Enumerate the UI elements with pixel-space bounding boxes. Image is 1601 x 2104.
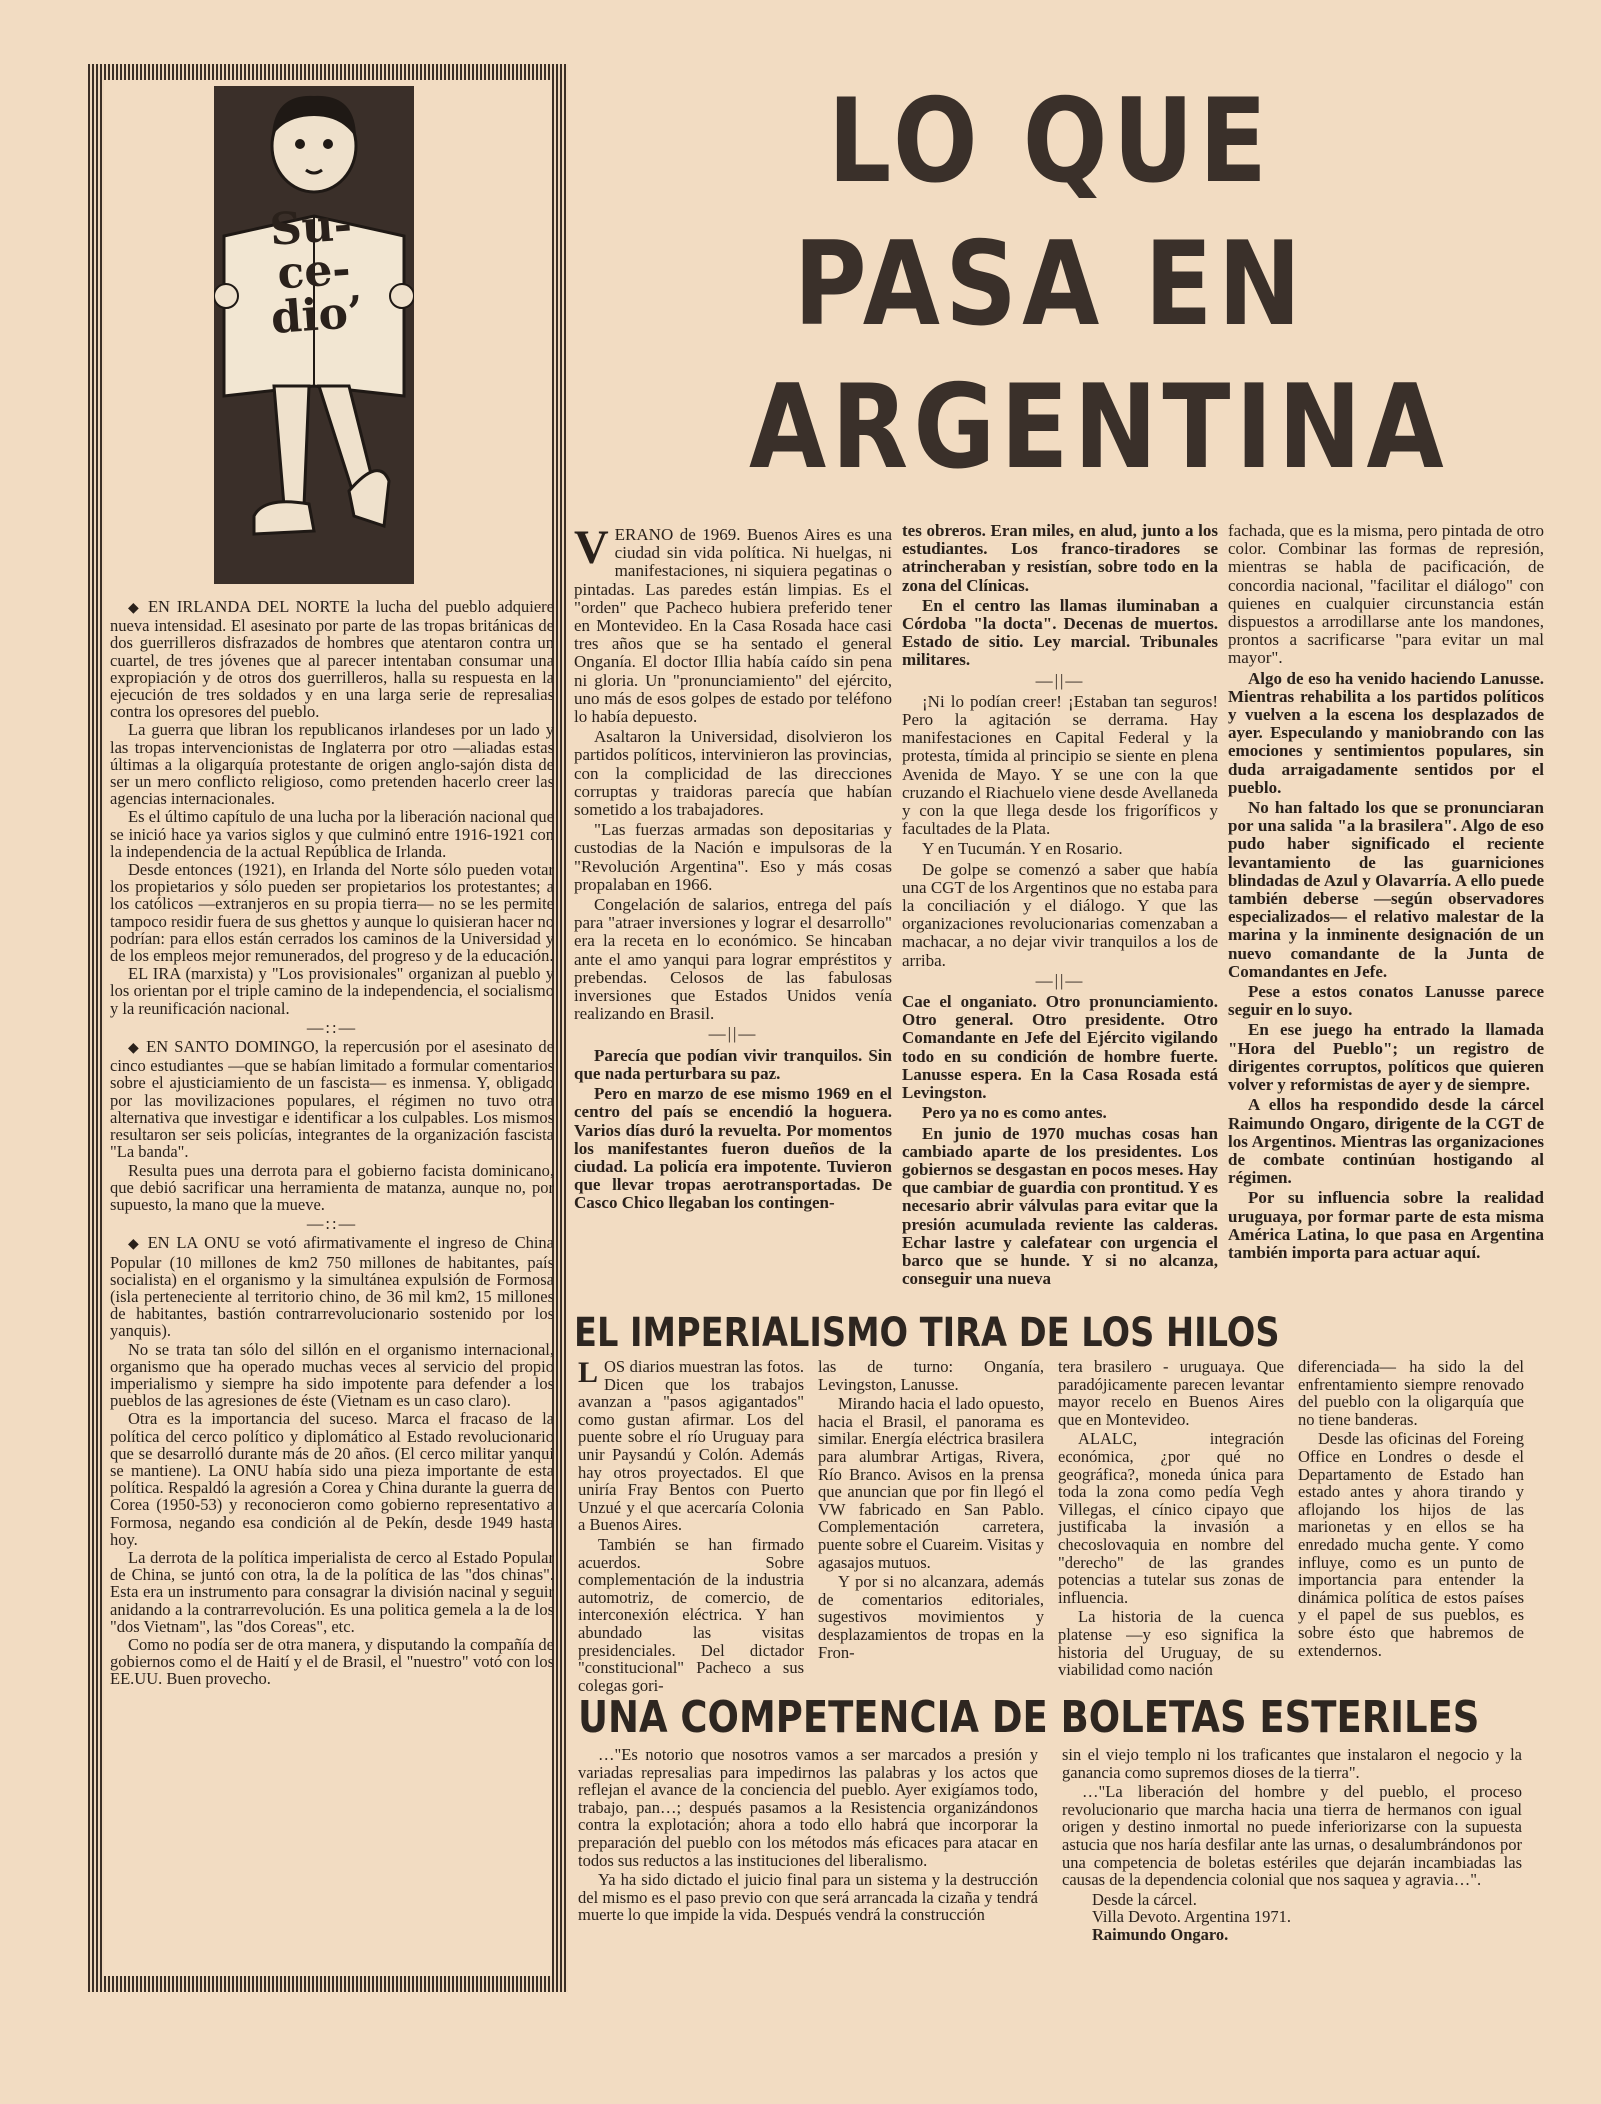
- sidebar-paragraph: Como no podía ser de otra manera, y disputando la compañía de gobiernos como el de Haití y el de Brasil, el "nuestro" votó con los EE.UU. Buen provecho.: [110, 1634, 554, 1689]
- article-paragraph: las de turno: Onganía, Levingston, Lanusse.: [818, 1357, 1044, 1394]
- article-paragraph: ¡Ni lo podían creer! ¡Estaban tan seguros! Pero la agitación se derrama. Hay manifestaciones en Capital Federal y la protesta, tímida al principio se siente en plena Avenida de Mayo. Y se une con la que cruzando el Riachuelo viene desde Avellaneda y con la que llega desde los frigoríficos y facultades de la Plata.: [902, 691, 1218, 839]
- imperialismo-title: EL IMPERIALISMO TIRA DE LOS HILOS: [574, 1310, 1280, 1356]
- headline-line-2: PASA EN: [793, 217, 1307, 352]
- article-paragraph: Mirando hacia el lado opuesto, hacia el Brasil, el panorama es similar. Energía eléctrica brasilera para alumbrar Artigas, Rivera, Río Branco. Avisos en la prensa que anuncian que por fin llegó el VW fabricado en San Pablo. Complementación carretera, puente sobre el Cuareim. Visitas y agasajos mutuos.: [818, 1394, 1044, 1572]
- signature-line: Desde la cárcel.: [1092, 1889, 1197, 1909]
- article-paragraph: Pero ya no es como antes.: [922, 1103, 1107, 1123]
- article-paragraph: tera brasilero - uruguaya. Que paradójicamente parecen levantar mayor recelo en Buenos Aires que en Montevideo.: [1058, 1357, 1284, 1429]
- article-paragraph: "Las fuerzas armadas son depositarias y custodias de la Nación e impulsoras de la "Revolución Argentina". Eso y más cosas propalaban en 1966.: [574, 820, 892, 894]
- article-paragraph: VERANO de 1969. Buenos Aires es una ciudad sin vida política. Ni huelgas, ni manifestaciones, ni siquiera pegatinas o pintadas. Las paredes están limpias. Es el "orden" que Pacheco hubiera preferido tener en Montevideo. En la Casa Rosada hace casi tres años que se ha sentado el general Onganía. El doctor Illia había caído sin pena ni gloria. Un "pronunciamiento" del ejército, uno más de esos golpes de estado por teléfono lo había depuesto.: [574, 521, 892, 727]
- section-separator: —||—: [1035, 970, 1085, 990]
- article-paragraph: Por su influencia sobre la realidad uruguaya, por formar parte de esta misma América Latina, lo que pasa en Argentina también importa para actuar aquí.: [1228, 1188, 1544, 1262]
- article-paragraph: tes obreros. Eran miles, en alud, junto a los estudiantes. Los franco-tiradores se atrincheraban y resistían, sobre todo en la zona del Clínicas.: [902, 521, 1218, 595]
- signature-name: Raimundo Ongaro.: [1092, 1924, 1229, 1944]
- diamond-bullet-icon: ◆: [128, 601, 148, 616]
- sucedio-logo: [250, 199, 379, 345]
- imperialismo-col-1: [578, 1358, 804, 1696]
- article-paragraph: Cae el onganiato. Otro pronunciamiento. Otro general. Otro presidente. Otro Comandante en Jefe del Ejército vigilando todo en su condición de hombre fuerte. Lanusse espera. En la Casa Rosada está Levingston.: [902, 992, 1218, 1103]
- main-article-col-3: [1228, 522, 1544, 1264]
- article-paragraph: Pero en marzo de ese mismo 1969 en el centro del país se encendió la hoguera. Varios días duró la revuelta. Por momentos los manifestantes fueron dueños de la ciudad. La policía era impotente. Tuvieron que llevar tropas aerotransportadas. De Casco Chico llegaban los contingen-: [574, 1084, 892, 1213]
- section-separator: —||—: [708, 1024, 758, 1044]
- article-paragraph: Asaltaron la Universidad, disolvieron los partidos políticos, intervinieron las provincias, con la complicidad de las direcciones corruptas y traidoras parecía que habían sometido a los trabajadores.: [574, 727, 892, 820]
- drop-cap: L: [578, 1356, 599, 1389]
- article-paragraph: Ya ha sido dictado el juicio final para un sistema y la destrucción del mismo es el paso previo con que será arrancada la cizaña y tendrá muerte lo que impide la vida. Después vendrá la construcción: [578, 1870, 1038, 1925]
- article-paragraph: fachada, que es la misma, pero pintada de otro color. Combinar las formas de represión, mientras se habla de pacificación, de concordia nacional, "facilitar el diálogo" con quienes en cualquier circunstancia están dispuestos a arrodillarse ante los mandones, prontos a sacrificarse "para evitar un mal mayor".: [1228, 521, 1544, 668]
- article-paragraph: La historia de la cuenca platense —y eso significa la historia del Uruguay, de su viabilidad como nación: [1058, 1607, 1284, 1680]
- main-article-col-2: [902, 522, 1218, 1290]
- article-paragraph: También se han firmado acuerdos. Sobre complementación de la industria automotriz, de comercio, de interconexión eléctrica. Y han abundado las visitas presidenciales. Del dictador "constitucional" Pacheco a sus colegas gori-: [578, 1534, 804, 1695]
- headline-line-3: ARGENTINA: [749, 360, 1449, 495]
- headline-line-1: LO QUE: [827, 74, 1273, 209]
- article-paragraph: En ese juego ha entrado la llamada "Hora del Pueblo"; un registro de dirigentes corruptos, políticos que quieren volver y reformistas de ayer y de siempre.: [1228, 1020, 1544, 1095]
- signature-line: Villa Devoto. Argentina 1971.: [1092, 1907, 1291, 1927]
- article-paragraph: Algo de eso ha venido haciendo Lanusse. Mientras rehabilita a los partidos políticos y vuelven a la escena los desplazados de ayer. Especulando y maniobrando con las emociones y sentimientos populares, sin duda arraigadamente sentidos por el pueblo.: [1228, 668, 1544, 797]
- article-paragraph: En junio de 1970 muchas cosas han cambiado aparte de los presidentes. Los gobiernos se desgastan en pocos meses. Hay que cambiar de guardia con prontitud. Y es necesario abrir válvulas para evitar que la presión acumulada reviente las calderas. Echar lastre y calefatear con urgencia el barco que se hunde. Y si no alcanza, conseguir una nueva: [902, 1123, 1218, 1289]
- article-paragraph: Pese a estos conatos Lanusse parece seguir en lo suyo.: [1228, 982, 1544, 1020]
- signature-block: [1092, 1891, 1522, 1944]
- section-separator: —::—: [306, 1214, 358, 1234]
- article-paragraph: Desde las oficinas del Foreing Office en Londres o desde el Departamento de Estado han estado antes y ahora tirando y aflojando los hijos de las marionetas y en ellos se ha enredado mucha gente. Y como influye, como es un punto de importancia para entender la dinámica política de estos países y el papel de sus pueblos, es sobre ésto que habremos de extendernos.: [1298, 1429, 1524, 1660]
- article-paragraph: Congelación de salarios, entrega del país para "atraer inversiones y lograr el desarrollo" era la receta en lo económico. Se hincaban ante el amo yanqui para lograr empréstitos y prebendas. Celosos de las fabulosas inversiones que Estados Unidos venía realizando en Brasil.: [574, 895, 892, 1024]
- logo-line-2: ce-: [275, 243, 353, 300]
- article-paragraph: Parecía que podían vivir tranquilos. Sin que nada perturbara su paz.: [574, 1045, 892, 1083]
- main-article-col-1: [574, 521, 892, 1215]
- imperialismo-col-4: [1298, 1358, 1524, 1661]
- sidebar-text: [110, 598, 554, 1689]
- main-headline: [749, 70, 1449, 499]
- sidebar-paragraph: La derrota de la política imperialista de cerco al Estado Popular de China, se juntó con otra, la de la política de las "dos chinas". Esta era un instrumento para consagrar la división nacinal y seguir anidando a la contrarrevolución. Es una politica gemela a la de los "dos Vietnam", las "dos Coreas", etc.: [110, 1547, 554, 1636]
- sidebar-paragraph: Resulta pues una derrota para el gobierno facista dominicano, que debió sacrificar una herramienta de matanza, aunque no, por supuesto, la mano que la mueve.: [110, 1160, 554, 1214]
- sidebar-paragraph: Desde entonces (1921), en Irlanda del Norte sólo pueden votar los propietarios y sólo pueden ser propietarios los protestantes; a los católicos —extranjeros en su propia tierra— no se les permite tampoco residir fuera de sus ghettos y aunque lo quisieran hacer no podrían: para ellos están cerrados los caminos de la Universidad y de los empleos mejor remunerados, del progreso y de la educación.: [110, 860, 554, 966]
- sidebar-paragraph: ◆ EN IRLANDA DEL NORTE la lucha del pueblo adquiere nueva intensidad. El asesinato por parte de las tropas británicas de dos guerrilleros disfrazados de hombres que atentaron contra un cuartel, de tres jóvenes que al parecer intentaban consumar una expropiación y de otros dos guerrilleros, halla su respuesta en la ejecución de tres soldados y en una larga serie de represalias contra los opresores del pueblo.: [110, 597, 554, 722]
- diamond-bullet-icon: ◆: [128, 1237, 148, 1253]
- sidebar-paragraph: No se trata tan sólo del sillón en el organismo internacional, organismo que ha operado muchas veces al servicio del propio imperialismo y siempre ha sido impotente para defender a los pueblos de las agresiones de éste (Vietnam es un caso claro).: [110, 1339, 554, 1411]
- logo-line-3: dio’: [269, 286, 365, 345]
- sidebar-paragraph: EL IRA (marxista) y "Los provisionales" organizan al pueblo y los orientan por el triple camino de la independencia, el socialismo y la reunificación nacional.: [110, 964, 554, 1018]
- article-paragraph: diferenciada— ha sido la del enfrentamiento siempre renovado del pueblo con la oligarquía que no tiene banderas.: [1298, 1357, 1524, 1429]
- sucedio-cartoon: [214, 86, 414, 584]
- sidebar-paragraph: ◆ EN LA ONU se votó afirmativamente el ingreso de China Popular (10 millones de km2 750 millones de habitantes, país socialista) en el organismo y la simultánea expulsión de Formosa (isla perteneciente al territorio chino, de 36 mil km2, 15 millones de habitantes, bastión contrarrevolucionario sostenido por los yanquis).: [110, 1233, 554, 1341]
- article-paragraph: …"La liberación del hombre y del pueblo, el proceso revolucionario que marcha hacia una tierra de hermanos con igual origen y destino inmortal no puede inferiorizarse con la supuesta astucia que nos haría desfilar ante las urnas, o desalumbrándonos por una competencia de boletas estériles que dejarán incambiadas las causas de la dependencia colonial que nos saquea y agravia…".: [1062, 1782, 1522, 1890]
- boletas-col-1: [578, 1746, 1038, 1926]
- drop-cap: V: [574, 521, 609, 574]
- boletas-col-2: [1062, 1746, 1522, 1944]
- diamond-bullet-icon: ◆: [128, 1041, 147, 1057]
- article-paragraph: En el centro las llamas iluminaban a Córdoba "la docta". Decenas de muertos. Estado de sitio. Ley marcial. Tribunales militares.: [902, 595, 1218, 670]
- article-paragraph: De golpe se comenzó a saber que había una CGT de los Argentinos que no estaba para la conciliación y el diálogo. Y que las organizaciones revolucionarias comenzaban a machacar, a no dejar vivir tranquilos a los de arriba.: [902, 859, 1218, 970]
- sidebar-paragraph: La guerra que libran los republicanos irlandeses por un lado y las tropas intervencionistas de Inglaterra por otro —aliadas estas últimas a la oligarquía protestante de origen anglo-sajón dista de ser un mero conflicto religioso, como pretenden hacerlo creer las agencias internacionales.: [110, 720, 554, 809]
- imperialismo-col-2: [818, 1358, 1044, 1663]
- sucedio-sidebar: [88, 64, 568, 1992]
- sidebar-paragraph: Es el último capítulo de una lucha por la liberación nacional que se inició hace ya varios siglos y que culminó entre 1916-1921 con la independencia de la actual República de Irlanda.: [110, 807, 554, 861]
- article-paragraph: LOS diarios muestran las fotos. Dicen que los trabajos avanzan a "pasos agigantados" como gustan afirmar. Los del puente sobre el río Uruguay para unir Paysandú y Colón. Además hay otros proyectados. El que uniría Fray Bentos con Puerto Unzué y el que acercaría Colonia a Buenos Aires.: [578, 1356, 804, 1535]
- article-paragraph: Y por si no alcanzara, además de comentarios editoriales, sugestivos movimientos y desplazamientos de tropas en la Fron-: [818, 1572, 1044, 1662]
- article-paragraph: sin el viejo templo ni los traficantes que instalaron el negocio y la ganancia como supremos dioses de la tierra".: [1062, 1745, 1522, 1782]
- sidebar-paragraph: Otra es la importancia del suceso. Marca el fracaso de la política del cerco político y diplomático al Estado revolucionario que se desarrolló durante más de 20 años. (El cerco militar yanqui se mantiene). La ONU había sido una pieza importante de esta política. Respaldó la agresión a Corea y China durante la guerra de Corea (1950-53) y reconocieron como gobierno representativo a Formosa, negando esa condición al de Pekín, desde 1949 hasta hoy.: [110, 1409, 554, 1549]
- logo-line-1: Su-: [268, 199, 354, 256]
- article-paragraph: …"Es notorio que nosotros vamos a ser marcados a presión y variadas represalias para impedirnos las palabras y los actos que reflejan el avance de la conciencia del pueblo. Ayer exigíamos todo, trabajo, pan…; después pasamos a la Resistencia organizándonos contra la explotación; ahora a todo ello habrá que incorporar la preparación del pueblo con los métodos más eficaces para atacar en todos sus reductos a las instituciones del liberalismo.: [578, 1745, 1038, 1870]
- article-paragraph: Y en Tucumán. Y en Rosario.: [922, 839, 1123, 859]
- imperialismo-col-3: [1058, 1358, 1284, 1681]
- article-paragraph: No han faltado los que se pronunciaran por una salida "a la brasilera". Algo de eso pudo haber significado el reciente levantamiento de las guarniciones blindadas de Azul y Olavarría. A ello puede también deberse —según observadores especializados— el relativo malestar de la marina y la inminente designación de un nuevo comandante de la Junta de Comandantes en Jefe.: [1228, 798, 1544, 981]
- article-paragraph: A ellos ha respondido desde la cárcel Raimundo Ongaro, dirigente de la CGT de los Argentinos. Mientras las organizaciones de combate continúan hostigando al régimen.: [1228, 1095, 1544, 1188]
- sidebar-paragraph: ◆ EN SANTO DOMINGO, la repercusión por el asesinato de cinco estudiantes —que se habían limitado a formular comentarios sobre el ajusticiamiento de un fascista— es inmensa. Y, obligado por las movilizaciones populares, el régimen no tuvo otra alternativa que investigar e identificar a los culpables. Los mismos resultaron ser seis policías, integrantes de la organización fascista "La banda".: [110, 1037, 554, 1162]
- section-separator: —||—: [1035, 670, 1085, 690]
- boletas-title: UNA COMPETENCIA DE BOLETAS ESTERILES: [578, 1692, 1480, 1743]
- article-paragraph: ALALC, integración económica, ¿por qué no geográfica?, moneda única para toda la zona como pedía Vegh Villegas, el cínico cipayo que justificaba la invasión a checoslovaquia en nombre del "derecho" de las grandes potencias a tutelar sus zonas de influencia.: [1058, 1429, 1284, 1607]
- section-separator: —::—: [306, 1017, 358, 1037]
